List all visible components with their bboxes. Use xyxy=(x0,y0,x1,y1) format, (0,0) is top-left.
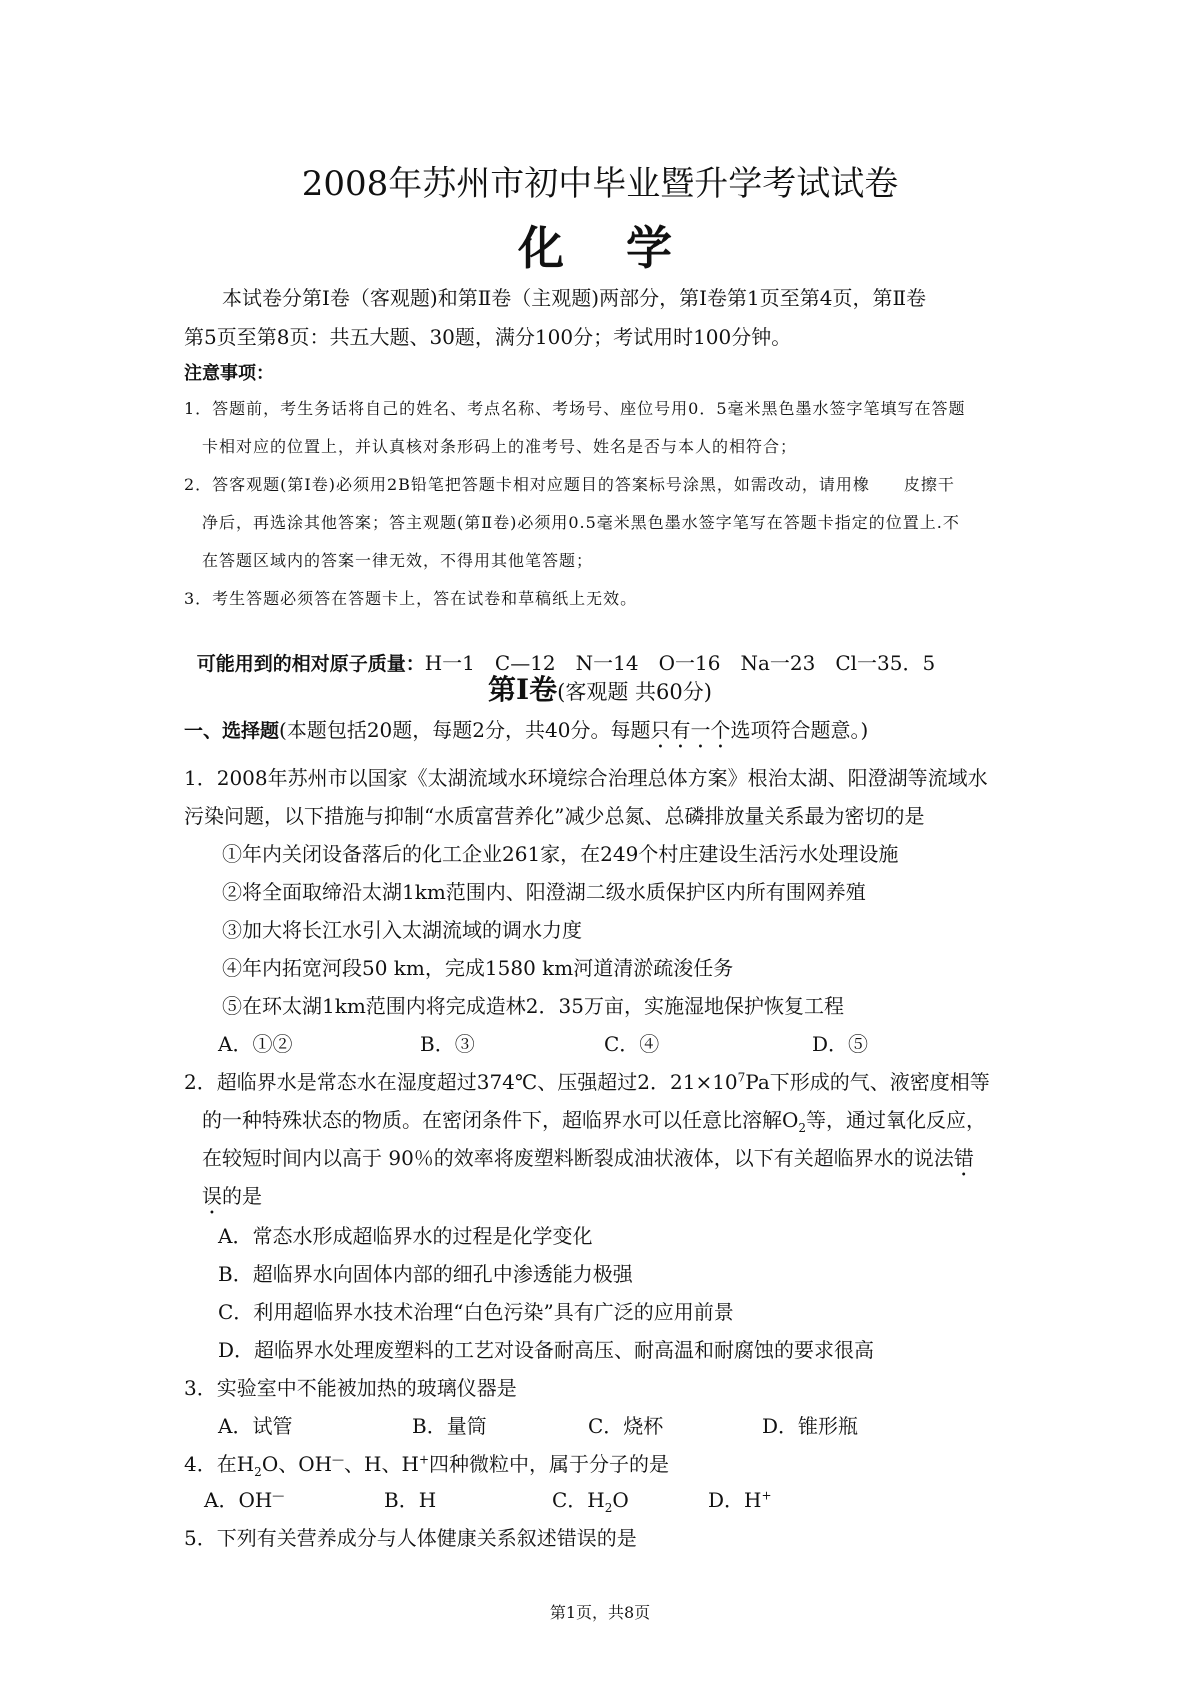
note-2c: 在答题区域内的答案一律无效，不得用其他笔答题； xyxy=(202,551,594,570)
q2-stem-3a: 在较短时间内以高于 90％的效率将废塑料断裂成油状液体，以下有关超临界水的说法 xyxy=(202,1146,954,1170)
q4-option-a xyxy=(204,1484,284,1513)
notes-heading: 注意事项： xyxy=(184,363,274,384)
q4-option-a-charge: — xyxy=(272,1488,285,1503)
exam-title: 2008年苏州市初中毕业暨升学考试试卷 xyxy=(301,164,899,204)
q4-stem-a: 4．在H xyxy=(184,1452,255,1476)
q4-option-c-b: O xyxy=(612,1488,629,1512)
note-2a: 2．答客观题(第Ⅰ卷)必须用2B铅笔把答题卡相对应题目的答案标号涂黑，如需改动，请用橡 皮擦干 xyxy=(184,475,955,494)
q2-emphasis-2: 误 xyxy=(202,1184,222,1208)
q2-stem-2a: 的一种特殊状态的物质。在密闭条件下，超临界水可以任意比溶解O xyxy=(202,1108,799,1132)
q1-item-3: ③加大将长江水引入太湖流域的调水力度 xyxy=(222,918,582,942)
q2-stem-4b: 的是 xyxy=(222,1184,262,1208)
q2-option-d: D．超临界水处理废塑料的工艺对设备耐高压、耐高温和耐腐蚀的要求很高 xyxy=(218,1338,875,1362)
q4-h-charge: + xyxy=(418,1452,429,1467)
q4-option-c xyxy=(552,1484,629,1513)
section1-desc-a: (本题包括20题，每题2分，共40分。每题 xyxy=(279,718,651,742)
q2-stem-2 xyxy=(202,1104,986,1133)
q4-option-c-subscript: 2 xyxy=(604,1501,613,1515)
q1-option-d: D．⑤ xyxy=(812,1032,869,1056)
intro-line-1: 本试卷分第Ⅰ卷（客观题)和第Ⅱ卷（主观题)两部分，第Ⅰ卷第1页至第4页，第Ⅱ卷 xyxy=(222,286,927,310)
section1-desc-b: 选项符合题意。) xyxy=(730,718,869,742)
note-1b: 卡相对应的位置上，并认真核对条形码上的准考号、姓名是否与本人的相符合； xyxy=(202,437,798,456)
q1-item-1: ①年内关闭设备落后的化工企业261家，在249个村庄建设生活污水处理设施 xyxy=(222,842,899,866)
subject-title: 化 学 xyxy=(517,221,683,275)
page-footer: 第1页，共8页 xyxy=(549,1603,651,1622)
section1-label: 一、选择题 xyxy=(184,720,280,742)
q1-stem-2: 污染问题，以下措施与抑制“水质富营养化”减少总氮、总磷排放量关系最为密切的是 xyxy=(184,804,925,828)
q2-option-b: B．超临界水向固体内部的细孔中渗透能力极强 xyxy=(218,1262,633,1286)
q1-item-5: ⑤在环太湖1km范围内将完成造林2．35万亩，实施湿地保护恢复工程 xyxy=(222,994,844,1018)
q2-option-a: A．常态水形成超临界水的过程是化学变化 xyxy=(218,1224,593,1248)
q1-option-a: A．①② xyxy=(218,1032,293,1056)
section1-desc-emphasis: 只有一个 xyxy=(650,718,731,742)
q1-item-2: ②将全面取缔沿太湖1km范围内、阳澄湖二级水质保护区内所有围网养殖 xyxy=(222,880,866,904)
atomic-mass-values: H一1 C—12 N一14 O一16 Na一23 Cl一35．5 xyxy=(424,651,936,675)
q1-option-c: C．④ xyxy=(604,1032,660,1056)
q2-stem-1b: Pa下形成的气、液密度相等 xyxy=(745,1070,990,1094)
part1-heading xyxy=(0,668,1200,708)
q4-option-d-charge: + xyxy=(761,1488,772,1503)
q3-stem: 3．实验室中不能被加热的玻璃仪器是 xyxy=(184,1376,517,1400)
q2-o2-subscript: 2 xyxy=(798,1121,807,1135)
part1-title: 第Ⅰ卷 xyxy=(488,673,558,706)
q2-stem-1a: 2．超临界水是常态水在湿度超过374℃、压强超过2．21×10 xyxy=(184,1070,738,1094)
q4-option-c-a: C．H xyxy=(552,1488,605,1512)
q2-stem-2b: 等，通过氧化反应， xyxy=(806,1108,987,1132)
q4-option-a-text: A．OH xyxy=(204,1488,273,1512)
q5-stem: 5．下列有关营养成分与人体健康关系叙述错误的是 xyxy=(184,1526,637,1550)
q4-stem-d: 四种微粒中，属于分子的是 xyxy=(429,1452,669,1476)
q2-exponent: 7 xyxy=(737,1070,746,1085)
q4-oh-charge: — xyxy=(332,1452,345,1467)
q2-option-c: C．利用超临界水技术治理“白色污染”具有广泛的应用前景 xyxy=(218,1300,734,1324)
note-1a: 1．答题前，考生务话将自己的姓名、考点名称、考场号、座位号用0．5毫米黑色墨水签字笔填写在答题 xyxy=(184,399,966,418)
note-3: 3．考生答题必须答在答题卡上，答在试卷和草稿纸上无效。 xyxy=(184,589,638,608)
q3-option-b: B．量筒 xyxy=(412,1414,487,1438)
q4-stem-c: 、H、H xyxy=(344,1452,419,1476)
q1-item-4: ④年内拓宽河段50 km，完成1580 km河道清淤疏浚任务 xyxy=(222,956,734,980)
atomic-mass-label: 可能用到的相对原子质量： xyxy=(196,653,425,675)
q1-option-b: B．③ xyxy=(420,1032,475,1056)
q3-option-d: D．锥形瓶 xyxy=(762,1414,859,1438)
q1-stem-1: 1．2008年苏州市以国家《太湖流域水环境综合治理总体方案》根治太湖、阳澄湖等流域水 xyxy=(184,766,988,790)
q4-h2o-subscript: 2 xyxy=(254,1465,262,1479)
q4-stem-b: O、OH xyxy=(261,1452,333,1476)
q4-option-b: B．H xyxy=(384,1488,437,1512)
q2-emphasis-1: 错 xyxy=(953,1146,974,1170)
q2-stem-1 xyxy=(184,1066,990,1095)
q3-option-c: C．烧杯 xyxy=(588,1414,664,1438)
q2-stem-4 xyxy=(202,1180,262,1219)
part1-subtitle: (客观题 共60分) xyxy=(557,680,712,704)
q4-stem xyxy=(184,1448,669,1477)
section1-line xyxy=(184,714,868,753)
q2-stem-3 xyxy=(202,1142,974,1181)
q4-option-d xyxy=(708,1484,772,1513)
intro-line-2: 第5页至第8页：共五大题、30题，满分100分；考试用时100分钟。 xyxy=(184,325,792,349)
q4-option-d-text: D．H xyxy=(708,1488,762,1512)
note-2b: 净后，再选涂其他答案；答主观题(第Ⅱ卷)必须用0.5毫米黑色墨水签字笔写在答题卡指定的位置上.不 xyxy=(202,513,960,532)
q3-option-a: A．试管 xyxy=(218,1414,293,1438)
